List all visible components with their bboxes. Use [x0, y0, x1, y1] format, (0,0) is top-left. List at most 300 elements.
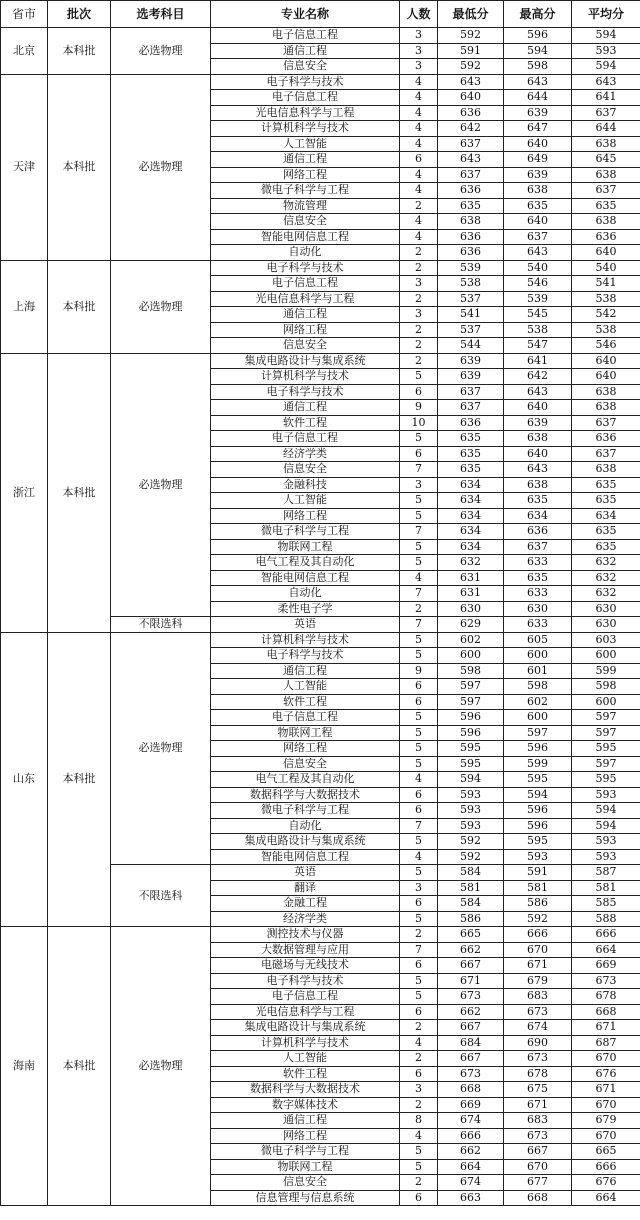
max-score: 602 [504, 694, 572, 710]
min-score: 634 [438, 524, 504, 540]
batch-cell: 本科批 [48, 353, 111, 632]
batch-cell: 本科批 [48, 74, 111, 260]
subject-requirement-cell: 必选物理 [111, 28, 211, 75]
header-row [1, 1, 640, 28]
avg-score: 636 [572, 431, 640, 447]
table-row [1, 927, 640, 943]
batch-cell: 本科批 [48, 260, 111, 353]
min-score: 673 [438, 1066, 504, 1082]
max-score: 599 [504, 756, 572, 772]
major-name: 电磁场与无线技术 [211, 958, 400, 974]
table-row [1, 260, 640, 276]
header-max-score: 最高分 [504, 1, 572, 28]
max-score: 633 [504, 586, 572, 602]
student-count: 2 [400, 1097, 438, 1113]
major-name: 人工智能 [211, 493, 400, 509]
max-score: 540 [504, 260, 572, 276]
avg-score: 595 [572, 772, 640, 788]
province-cell: 天津 [1, 74, 48, 260]
avg-score: 598 [572, 679, 640, 695]
student-count: 2 [400, 291, 438, 307]
min-score: 662 [438, 1144, 504, 1160]
major-name: 信息管理与信息系统 [211, 1190, 400, 1206]
min-score: 593 [438, 787, 504, 803]
min-score: 638 [438, 214, 504, 230]
max-score: 683 [504, 1113, 572, 1129]
max-score: 635 [504, 570, 572, 586]
avg-score: 671 [572, 1020, 640, 1036]
major-name: 电子信息工程 [211, 431, 400, 447]
major-name: 电气工程及其自动化 [211, 772, 400, 788]
table-row [1, 28, 640, 44]
major-name: 光电信息科学与工程 [211, 291, 400, 307]
student-count: 6 [400, 1004, 438, 1020]
min-score: 663 [438, 1190, 504, 1206]
max-score: 594 [504, 787, 572, 803]
student-count: 4 [400, 570, 438, 586]
min-score: 635 [438, 431, 504, 447]
max-score: 666 [504, 927, 572, 943]
max-score: 581 [504, 880, 572, 896]
min-score: 636 [438, 245, 504, 261]
max-score: 598 [504, 59, 572, 75]
min-score: 592 [438, 28, 504, 44]
avg-score: 673 [572, 973, 640, 989]
student-count: 3 [400, 477, 438, 493]
max-score: 640 [504, 446, 572, 462]
avg-score: 637 [572, 446, 640, 462]
student-count: 5 [400, 539, 438, 555]
major-name: 通信工程 [211, 400, 400, 416]
major-name: 通信工程 [211, 152, 400, 168]
avg-score: 597 [572, 725, 640, 741]
avg-score: 635 [572, 198, 640, 214]
student-count: 4 [400, 90, 438, 106]
min-score: 643 [438, 152, 504, 168]
major-name: 经济学类 [211, 911, 400, 927]
subject-requirement-cell: 必选物理 [111, 353, 211, 617]
student-count: 3 [400, 1082, 438, 1098]
student-count: 5 [400, 632, 438, 648]
major-name: 电子科学与技术 [211, 74, 400, 90]
min-score: 637 [438, 136, 504, 152]
avg-score: 670 [572, 1128, 640, 1144]
major-name: 通信工程 [211, 1113, 400, 1129]
student-count: 6 [400, 1190, 438, 1206]
batch-cell: 本科批 [48, 927, 111, 1206]
min-score: 593 [438, 818, 504, 834]
avg-score: 540 [572, 260, 640, 276]
min-score: 602 [438, 632, 504, 648]
student-count: 9 [400, 663, 438, 679]
major-name: 微电子科学与工程 [211, 524, 400, 540]
avg-score: 594 [572, 59, 640, 75]
subject-requirement-cell: 必选物理 [111, 260, 211, 353]
min-score: 592 [438, 59, 504, 75]
max-score: 683 [504, 989, 572, 1005]
min-score: 671 [438, 973, 504, 989]
max-score: 643 [504, 245, 572, 261]
min-score: 667 [438, 1020, 504, 1036]
major-name: 网络工程 [211, 322, 400, 338]
subject-requirement-cell: 必选物理 [111, 927, 211, 1206]
max-score: 586 [504, 896, 572, 912]
major-name: 集成电路设计与集成系统 [211, 834, 400, 850]
avg-score: 597 [572, 756, 640, 772]
min-score: 597 [438, 694, 504, 710]
major-name: 物联网工程 [211, 539, 400, 555]
major-name: 微电子科学与工程 [211, 1144, 400, 1160]
max-score: 637 [504, 229, 572, 245]
max-score: 675 [504, 1082, 572, 1098]
min-score: 636 [438, 415, 504, 431]
major-name: 金融科技 [211, 477, 400, 493]
avg-score: 635 [572, 493, 640, 509]
student-count: 7 [400, 462, 438, 478]
min-score: 630 [438, 601, 504, 617]
avg-score: 538 [572, 322, 640, 338]
major-name: 柔性电子学 [211, 601, 400, 617]
province-cell: 北京 [1, 28, 48, 75]
avg-score: 636 [572, 229, 640, 245]
batch-cell: 本科批 [48, 28, 111, 75]
major-name: 物联网工程 [211, 1159, 400, 1175]
student-count: 4 [400, 74, 438, 90]
major-name: 电子信息工程 [211, 90, 400, 106]
avg-score: 638 [572, 400, 640, 416]
max-score: 642 [504, 369, 572, 385]
major-name: 软件工程 [211, 1066, 400, 1082]
max-score: 598 [504, 679, 572, 695]
max-score: 600 [504, 648, 572, 664]
max-score: 539 [504, 291, 572, 307]
min-score: 537 [438, 291, 504, 307]
major-name: 经济学类 [211, 446, 400, 462]
avg-score: 637 [572, 183, 640, 199]
table-row [1, 74, 640, 90]
min-score: 673 [438, 989, 504, 1005]
major-name: 人工智能 [211, 1051, 400, 1067]
student-count: 2 [400, 198, 438, 214]
student-count: 4 [400, 772, 438, 788]
min-score: 586 [438, 911, 504, 927]
student-count: 6 [400, 896, 438, 912]
max-score: 643 [504, 462, 572, 478]
header-avg-score: 平均分 [572, 1, 640, 28]
min-score: 595 [438, 756, 504, 772]
avg-score: 671 [572, 1082, 640, 1098]
max-score: 595 [504, 834, 572, 850]
min-score: 636 [438, 229, 504, 245]
min-score: 637 [438, 167, 504, 183]
min-score: 584 [438, 896, 504, 912]
min-score: 594 [438, 772, 504, 788]
min-score: 539 [438, 260, 504, 276]
max-score: 668 [504, 1190, 572, 1206]
avg-score: 666 [572, 927, 640, 943]
avg-score: 593 [572, 43, 640, 59]
min-score: 664 [438, 1159, 504, 1175]
student-count: 10 [400, 415, 438, 431]
major-name: 信息安全 [211, 214, 400, 230]
avg-score: 676 [572, 1066, 640, 1082]
major-name: 英语 [211, 617, 400, 633]
min-score: 635 [438, 446, 504, 462]
min-score: 668 [438, 1082, 504, 1098]
avg-score: 603 [572, 632, 640, 648]
avg-score: 630 [572, 617, 640, 633]
student-count: 2 [400, 353, 438, 369]
avg-score: 600 [572, 694, 640, 710]
avg-score: 632 [572, 570, 640, 586]
student-count: 2 [400, 338, 438, 354]
min-score: 667 [438, 1051, 504, 1067]
max-score: 667 [504, 1144, 572, 1160]
subject-requirement-cell: 必选物理 [111, 74, 211, 260]
max-score: 538 [504, 322, 572, 338]
max-score: 635 [504, 198, 572, 214]
major-name: 智能电网信息工程 [211, 570, 400, 586]
max-score: 690 [504, 1035, 572, 1051]
student-count: 3 [400, 43, 438, 59]
max-score: 640 [504, 214, 572, 230]
major-name: 电子信息工程 [211, 710, 400, 726]
min-score: 640 [438, 90, 504, 106]
student-count: 4 [400, 167, 438, 183]
student-count: 6 [400, 694, 438, 710]
avg-score: 635 [572, 477, 640, 493]
major-name: 电子科学与技术 [211, 648, 400, 664]
student-count: 2 [400, 601, 438, 617]
avg-score: 594 [572, 818, 640, 834]
major-name: 光电信息科学与工程 [211, 1004, 400, 1020]
max-score: 546 [504, 276, 572, 292]
student-count: 9 [400, 400, 438, 416]
major-name: 信息安全 [211, 338, 400, 354]
major-name: 人工智能 [211, 679, 400, 695]
avg-score: 632 [572, 586, 640, 602]
avg-score: 587 [572, 865, 640, 881]
min-score: 634 [438, 539, 504, 555]
min-score: 639 [438, 353, 504, 369]
min-score: 667 [438, 958, 504, 974]
min-score: 637 [438, 400, 504, 416]
max-score: 633 [504, 555, 572, 571]
avg-score: 594 [572, 28, 640, 44]
student-count: 5 [400, 648, 438, 664]
major-name: 信息安全 [211, 59, 400, 75]
avg-score: 637 [572, 105, 640, 121]
major-name: 翻译 [211, 880, 400, 896]
max-score: 637 [504, 539, 572, 555]
min-score: 662 [438, 1004, 504, 1020]
min-score: 597 [438, 679, 504, 695]
student-count: 6 [400, 679, 438, 695]
avg-score: 593 [572, 834, 640, 850]
subject-requirement-cell: 必选物理 [111, 632, 211, 865]
student-count: 5 [400, 710, 438, 726]
max-score: 640 [504, 136, 572, 152]
min-score: 636 [438, 105, 504, 121]
major-name: 物联网工程 [211, 725, 400, 741]
student-count: 4 [400, 1035, 438, 1051]
student-count: 6 [400, 958, 438, 974]
student-count: 5 [400, 741, 438, 757]
student-count: 2 [400, 1020, 438, 1036]
student-count: 6 [400, 787, 438, 803]
max-score: 639 [504, 167, 572, 183]
max-score: 595 [504, 772, 572, 788]
avg-score: 637 [572, 415, 640, 431]
min-score: 592 [438, 834, 504, 850]
major-name: 计算机科学与技术 [211, 1035, 400, 1051]
student-count: 2 [400, 245, 438, 261]
max-score: 636 [504, 524, 572, 540]
major-name: 网络工程 [211, 508, 400, 524]
max-score: 673 [504, 1051, 572, 1067]
max-score: 596 [504, 818, 572, 834]
min-score: 674 [438, 1175, 504, 1191]
max-score: 674 [504, 1020, 572, 1036]
min-score: 637 [438, 384, 504, 400]
avg-score: 687 [572, 1035, 640, 1051]
avg-score: 678 [572, 989, 640, 1005]
avg-score: 645 [572, 152, 640, 168]
max-score: 647 [504, 121, 572, 137]
min-score: 634 [438, 508, 504, 524]
min-score: 593 [438, 803, 504, 819]
min-score: 592 [438, 849, 504, 865]
student-count: 5 [400, 989, 438, 1005]
student-count: 5 [400, 911, 438, 927]
max-score: 670 [504, 1159, 572, 1175]
min-score: 639 [438, 369, 504, 385]
min-score: 631 [438, 586, 504, 602]
major-name: 电气工程及其自动化 [211, 555, 400, 571]
subject-requirement-cell: 不限选科 [111, 865, 211, 927]
avg-score: 600 [572, 648, 640, 664]
header-min-score: 最低分 [438, 1, 504, 28]
student-count: 4 [400, 849, 438, 865]
student-count: 7 [400, 818, 438, 834]
table-body [1, 28, 640, 1206]
major-name: 通信工程 [211, 43, 400, 59]
min-score: 634 [438, 493, 504, 509]
avg-score: 666 [572, 1159, 640, 1175]
province-cell: 山东 [1, 632, 48, 927]
avg-score: 638 [572, 167, 640, 183]
max-score: 596 [504, 741, 572, 757]
avg-score: 638 [572, 214, 640, 230]
header-subject: 选考科目 [111, 1, 211, 28]
major-name: 光电信息科学与工程 [211, 105, 400, 121]
major-name: 软件工程 [211, 694, 400, 710]
major-name: 信息安全 [211, 462, 400, 478]
header-province: 省市 [1, 1, 48, 28]
subject-requirement-cell: 不限选科 [111, 617, 211, 633]
min-score: 581 [438, 880, 504, 896]
max-score: 547 [504, 338, 572, 354]
avg-score: 585 [572, 896, 640, 912]
student-count: 2 [400, 260, 438, 276]
max-score: 596 [504, 28, 572, 44]
student-count: 5 [400, 493, 438, 509]
student-count: 5 [400, 369, 438, 385]
max-score: 633 [504, 617, 572, 633]
major-name: 物流管理 [211, 198, 400, 214]
max-score: 638 [504, 431, 572, 447]
max-score: 635 [504, 493, 572, 509]
max-score: 671 [504, 1097, 572, 1113]
max-score: 605 [504, 632, 572, 648]
student-count: 5 [400, 555, 438, 571]
student-count: 2 [400, 1051, 438, 1067]
header-batch: 批次 [48, 1, 111, 28]
avg-score: 541 [572, 276, 640, 292]
min-score: 595 [438, 741, 504, 757]
header-count: 人数 [400, 1, 438, 28]
major-name: 人工智能 [211, 136, 400, 152]
min-score: 635 [438, 462, 504, 478]
major-name: 微电子科学与工程 [211, 183, 400, 199]
max-score: 638 [504, 477, 572, 493]
avg-score: 679 [572, 1113, 640, 1129]
province-cell: 海南 [1, 927, 48, 1206]
avg-score: 638 [572, 136, 640, 152]
table-row [1, 632, 640, 648]
min-score: 635 [438, 198, 504, 214]
min-score: 636 [438, 183, 504, 199]
major-name: 智能电网信息工程 [211, 229, 400, 245]
province-cell: 上海 [1, 260, 48, 353]
min-score: 584 [438, 865, 504, 881]
avg-score: 546 [572, 338, 640, 354]
student-count: 2 [400, 322, 438, 338]
min-score: 642 [438, 121, 504, 137]
avg-score: 581 [572, 880, 640, 896]
max-score: 640 [504, 400, 572, 416]
max-score: 649 [504, 152, 572, 168]
min-score: 643 [438, 74, 504, 90]
major-name: 数据科学与大数据技术 [211, 787, 400, 803]
major-name: 计算机科学与技术 [211, 632, 400, 648]
max-score: 643 [504, 74, 572, 90]
student-count: 7 [400, 586, 438, 602]
student-count: 5 [400, 508, 438, 524]
min-score: 544 [438, 338, 504, 354]
min-score: 632 [438, 555, 504, 571]
max-score: 671 [504, 958, 572, 974]
student-count: 5 [400, 756, 438, 772]
max-score: 596 [504, 803, 572, 819]
min-score: 598 [438, 663, 504, 679]
avg-score: 665 [572, 1144, 640, 1160]
avg-score: 668 [572, 1004, 640, 1020]
min-score: 634 [438, 477, 504, 493]
avg-score: 635 [572, 539, 640, 555]
min-score: 600 [438, 648, 504, 664]
student-count: 4 [400, 121, 438, 137]
major-name: 测控技术与仪器 [211, 927, 400, 943]
major-name: 自动化 [211, 818, 400, 834]
major-name: 信息安全 [211, 1175, 400, 1191]
student-count: 3 [400, 28, 438, 44]
avg-score: 638 [572, 462, 640, 478]
student-count: 6 [400, 803, 438, 819]
avg-score: 630 [572, 601, 640, 617]
major-name: 集成电路设计与集成系统 [211, 353, 400, 369]
major-name: 智能电网信息工程 [211, 849, 400, 865]
